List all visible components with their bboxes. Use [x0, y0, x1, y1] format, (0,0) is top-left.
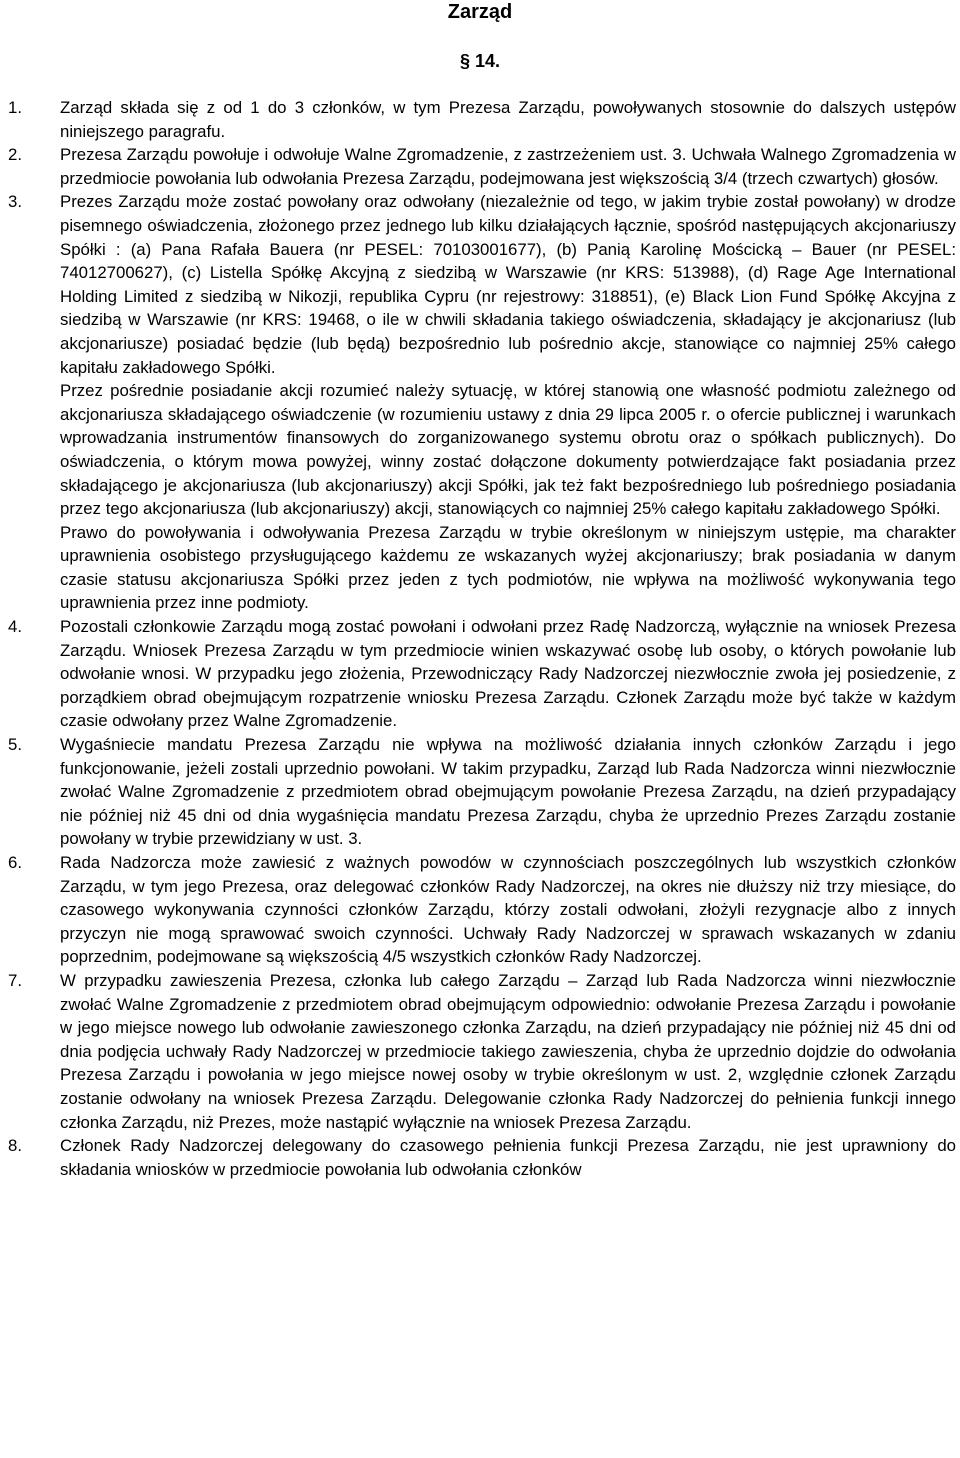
list-item [0, 615, 956, 733]
item-paragraph: Prawo do powoływania i odwoływania Prezesa Zarządu w trybie określonym w niniejszym ustępie, ma charakter uprawnienia osobistego przysługującego każdemu ze wskazanych wyżej akcjonariuszy; brak posiadania w danym czasie statusu akcjonariusza Spółki przez jeden z tych podmiotów, nie wpływa na możliwość wykonywania tego uprawnienia przez inne podmioty. [60, 522, 956, 613]
item-number: 2. [8, 145, 22, 165]
section-number: § 14. [459, 51, 501, 71]
list-item [0, 851, 956, 969]
item-number: 3. [8, 192, 22, 212]
item-paragraph: Prezesa Zarządu powołuje i odwołuje Walne Zgromadzenie, z zastrzeżeniem ust. 3. Uchwała Walnego Zgromadzenia w przedmiocie powołania lub odwołania Prezesa Zarządu, podejmowana jest większością 3/4 (trzech czwartych) głosów. [60, 145, 956, 188]
item-number: 4. [8, 617, 22, 637]
item-number: 7. [8, 970, 22, 990]
list-item [0, 143, 956, 190]
item-paragraph: Wygaśniecie mandatu Prezesa Zarządu nie wpływa na możliwość działania innych członków Zarządu i jego funkcjonowanie, jeżeli zostali uprzednio powołani. W takim przypadku, Zarząd lub Rada Nadzorcza winni niezwłocznie zwołać Walne Zgromadzenie z przedmiotem obrad obejmującym powołanie Prezesa Zarządu, na dzień przypadający nie później niż 45 dni od dnia wygaśnięcia mandatu Prezesa Zarządu, chyba że uprzednio Prezes Zarządu zostanie powołany w trybie przewidziany w ust. 3. [60, 735, 956, 849]
list-item [0, 190, 956, 615]
list-item [0, 96, 956, 143]
item-number: 8. [8, 1136, 22, 1156]
item-paragraph: Członek Rady Nadzorczej delegowany do czasowego pełnienia funkcji Prezesa Zarządu, nie jest uprawniony do składania wniosków w przedmiocie powołania lub odwołania członków [60, 1136, 956, 1179]
item-paragraph: Rada Nadzorcza może zawiesić z ważnych powodów w czynnościach poszczególnych lub wszystkich członków Zarządu, w tym jego Prezesa, oraz delegować członków Rady Nadzorczej, na okres nie dłuższy niż trzy miesiące, do czasowego wykonywania czynności członków Zarządu, którzy zostali odwołani, złożyli rezygnacje albo z innych przyczyn nie mogą sprawować swoich czynności. Uchwały Rady Nadzorczej w sprawach wskazanych w zdaniu poprzednim, podejmowane są większością 4/5 wszystkich członków Rady Nadzorczej. [60, 853, 956, 967]
item-number: 5. [8, 735, 22, 755]
item-number: 6. [8, 853, 22, 872]
list-item [0, 1134, 956, 1181]
item-number: 1. [8, 98, 22, 117]
document-title: Zarząd [447, 1, 513, 23]
item-paragraph: Przez pośrednie posiadanie akcji rozumieć należy sytuację, w której stanowią one własność podmiotu zależnego od akcjonariusza składającego oświadczenie (w rozumieniu ustawy z dnia 29 lipca 2005 r. o ofercie publicznej i warunkach wprowadzania instrumentów finansowych do zorganizowanego systemu obrotu oraz o spółkach publicznych). Do oświadczenia, o którym mowa powyżej, winny zostać dołączone dokumenty potwierdzające fakt posiadania przez składającego je akcjonariusza (lub akcjonariuszy) akcji Spółki, jak też fakt bezpośredniego lub pośredniego posiadania przez tego akcjonariusza (lub akcjonariuszy) akcji, stanowiących co najmniej 25% całego kapitału zakładowego Spółki. [60, 381, 956, 519]
list-item [0, 969, 956, 1134]
article-items-list [0, 96, 956, 1181]
item-paragraph: Zarząd składa się z od 1 do 3 członków, w tym Prezesa Zarządu, powoływanych stosownie do dalszych ustępów niniejszego paragrafu. [60, 98, 956, 141]
item-paragraph: W przypadku zawieszenia Prezesa, członka lub całego Zarządu – Zarząd lub Rada Nadzorcza winni niezwłocznie zwołać Walne Zgromadzenie z przedmiotem obrad obejmującym odpowiednio: odwołanie Prezesa Zarządu i powołanie w jego miejsce nowego lub odwołanie zawieszonego członka Zarządu, na dzień przypadający nie później niż 45 dni od dnia podjęcia uchwały Rady Nadzorczej w przedmiocie takiego zawieszenia, chyba że uprzednio dojdzie do odwołania Prezesa Zarządu i powołania w jego miejsce nowej osoby w trybie określonym w ust. 2, względnie członek Zarządu zostanie odwołany na wniosek Prezesa Zarządu. Delegowanie członka Rady Nadzorczej do pełnienia funkcji innego członka Zarządu, niż Prezes, może nastąpić wyłącznie na wniosek Prezesa Zarządu. [60, 970, 956, 1132]
item-paragraph: Prezes Zarządu może zostać powołany oraz odwołany (niezależnie od tego, w jakim trybie został powołany) w drodze pisemnego oświadczenia, złożonego przez jednego lub kilku działających łącznie, spośród następujących akcjonariuszy Spółki : (a) Pana Rafała Bauera (nr PESEL: 70103001677), (b) Panią Karolinę Mościcką – Bauer (nr PESEL: 74012700627), (c) Listella Spółkę Akcyjną z siedzibą w Warszawie (nr KRS: 513988), (d) Rage Age International Holding Limited z siedzibą w Nikozji, republika Cypru (nr rejestrowy: 318851), (e) Black Lion Fund Spółkę Akcyjna z siedzibą w Warszawie (nr KRS: 19468, o ile w chwili składania takiego oświadczenia, składający je akcjonariusz (lub akcjonariusze) posiadać będzie (lub będą) bezpośrednio lub pośrednio akcje, stanowiące co najmniej 25% całego kapitału zakładowego Spółki. [60, 192, 956, 377]
list-item [0, 733, 956, 851]
item-paragraph: Pozostali członkowie Zarządu mogą zostać powołani i odwołani przez Radę Nadzorczą, wyłącznie na wniosek Prezesa Zarządu. Wniosek Prezesa Zarządu w tym przedmiocie winien wskazywać osobę lub osoby, o których powołanie lub odwołanie wnosi. W przypadku jego złożenia, Przewodniczący Rady Nadzorczej niezwłocznie zwoła jej posiedzenie, z porządkiem obrad obejmującym rozpatrzenie wniosku Prezesa Zarządu. Członek Zarządu może być także w każdym czasie odwołany przez Walne Zgromadzenie. [60, 617, 956, 731]
